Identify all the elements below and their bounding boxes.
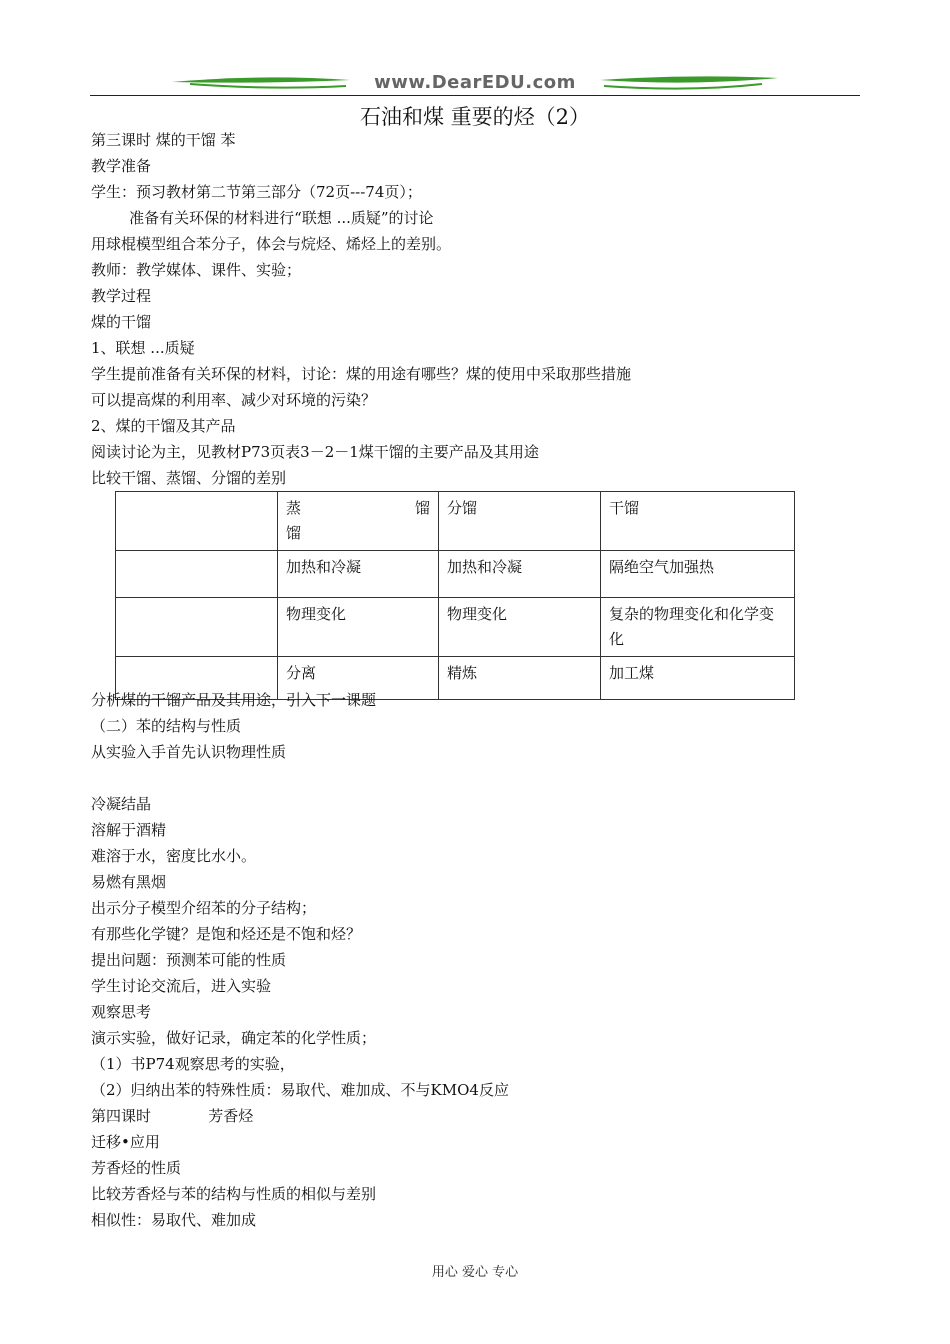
table-cell — [278, 492, 439, 551]
text-line: 从实验入手首先认识物理性质 — [91, 743, 287, 761]
text-line: 分析煤的干馏产品及其用途，引入下一课题 — [91, 691, 377, 709]
text-line: 芳香烃的性质 — [91, 1159, 182, 1177]
table-row — [116, 551, 795, 598]
table-header-text: 蒸 — [286, 499, 302, 517]
table-cell: 隔绝空气加强热 — [601, 551, 795, 598]
text-line: 观察思考 — [91, 1003, 152, 1021]
text-line: 迁移•应用 — [91, 1133, 160, 1151]
table-header-text: 馏 — [286, 524, 302, 542]
table-cell — [116, 492, 278, 551]
text-line: 学生讨论交流后，进入实验 — [91, 977, 272, 995]
text-line: 演示实验，做好记录，确定苯的化学性质； — [91, 1029, 377, 1047]
text-line: 教学准备 — [91, 157, 152, 175]
page-footer: 用心 爱心 专心 — [431, 1265, 519, 1280]
table-row — [116, 598, 795, 657]
text-line: 比较干馏、蒸馏、分馏的差别 — [91, 469, 287, 487]
text-line: 教师：教学媒体、课件、实验； — [91, 261, 302, 279]
table-cell: 加热和冷凝 — [278, 551, 439, 598]
table-cell: 物理变化 — [439, 598, 601, 657]
comparison-table — [115, 491, 795, 700]
table-cell: 加热和冷凝 — [439, 551, 601, 598]
text-line: 第四课时 芳香烃 — [91, 1107, 254, 1125]
text-line: 煤的干馏 — [91, 313, 152, 331]
text-line: 提出问题：预测苯可能的性质 — [91, 951, 287, 969]
table-cell: 物理变化 — [278, 598, 439, 657]
table-cell — [116, 551, 278, 598]
text-line: 用球棍模型组合苯分子，体会与烷烃、烯烃上的差别。 — [91, 235, 452, 253]
text-line: 相似性：易取代、难加成 — [91, 1211, 257, 1229]
page-title: 石油和煤 重要的烃（2） — [359, 105, 591, 129]
table-cell: 干馏 — [601, 492, 795, 551]
table-cell — [116, 598, 278, 657]
text-line: 学生：预习教材第二节第三部分（72页---74页）； — [91, 183, 422, 201]
text-line: （二）苯的结构与性质 — [91, 717, 242, 735]
text-line: 可以提高煤的利用率、减少对环境的污染？ — [91, 391, 377, 409]
text-line: 出示分子模型介绍苯的分子结构； — [91, 899, 317, 917]
table-cell: 分馏 — [439, 492, 601, 551]
text-line: 1、联想 ...质疑 — [91, 339, 195, 357]
text-line: 2、煤的干馏及其产品 — [91, 417, 236, 435]
text-line: 准备有关环保的材料进行“联想 ...质疑”的讨论 — [91, 209, 434, 227]
table-cell: 加工煤 — [601, 657, 795, 700]
text-line: （2）归纳出苯的特殊性质：易取代、难加成、不与KMO4反应 — [91, 1081, 509, 1099]
text-line: 冷凝结晶 — [91, 795, 152, 813]
text-line: （1）书P74观察思考的实验， — [91, 1055, 295, 1073]
text-line: 有那些化学键？是饱和烃还是不饱和烃？ — [91, 925, 362, 943]
table-header-text: 馏 — [414, 499, 430, 517]
text-line: 难溶于水，密度比水小。 — [91, 847, 257, 865]
text-line: 溶解于酒精 — [91, 821, 167, 839]
text-line: 比较芳香烃与苯的结构与性质的相似与差别 — [91, 1185, 377, 1203]
table-cell: 复杂的物理变化和化学变化 — [601, 598, 795, 657]
text-line: 阅读讨论为主，见教材P73页表3－2－1煤干馏的主要产品及其用途 — [91, 443, 539, 461]
table-cell: 分离 — [278, 657, 439, 700]
header-rule — [90, 95, 860, 96]
table-cell: 精炼 — [439, 657, 601, 700]
text-line: 第三课时 煤的干馏 苯 — [91, 131, 236, 149]
text-line: 教学过程 — [91, 287, 152, 305]
text-line: 易燃有黑烟 — [91, 873, 167, 891]
site-logo: www.DearEDU.com — [374, 72, 576, 93]
table-header-row — [116, 492, 795, 551]
text-line: 学生提前准备有关环保的材料，讨论：煤的用途有哪些？煤的使用中采取那些措施 — [91, 365, 632, 383]
